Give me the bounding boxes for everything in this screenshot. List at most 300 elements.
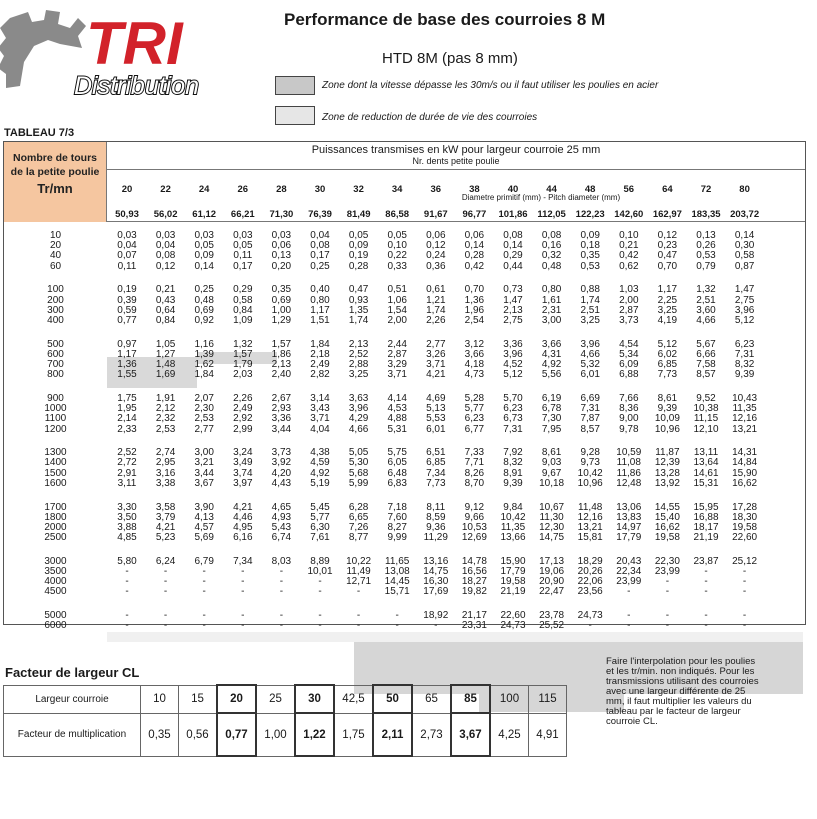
table-cell: - — [742, 610, 747, 622]
rpm-1200: 1200 — [44, 423, 67, 435]
table-cell: 3,38 — [155, 477, 176, 489]
table-cell: 7,34 — [233, 555, 253, 567]
table-cell: - — [318, 586, 322, 598]
table-cell: 0,20 — [271, 260, 292, 272]
table-cell: 13,64 — [693, 457, 719, 469]
table-cell: 1,39 — [194, 348, 214, 360]
table-cell: 6,01 — [580, 369, 600, 381]
table-cell: 4,73 — [464, 369, 485, 381]
table-cell: - — [742, 576, 747, 588]
table-cell: 15,81 — [577, 532, 603, 544]
table-cell: 4,19 — [657, 314, 678, 326]
table-cell: 0,32 — [541, 250, 562, 262]
table-cell: 0,11 — [117, 260, 137, 272]
table-cell: 17,79 — [500, 566, 526, 577]
table-cell: 10,67 — [539, 501, 565, 513]
table-cell: 4,59 — [310, 457, 330, 469]
table-cell: 7,26 — [348, 521, 369, 533]
legend-text-speed: Zone dont la vitesse dépasse les 30m/s ou il faut utiliser les poulies en acier — [322, 80, 659, 91]
table-cell: 22,30 — [654, 555, 680, 567]
table-cell: 0,47 — [657, 250, 678, 262]
table-cell: 3,96 — [503, 348, 523, 360]
table-cell: 5,34 — [619, 348, 639, 360]
table-cell: 0,48 — [194, 294, 214, 306]
table-cell: 6,74 — [271, 532, 292, 544]
table-cell: - — [395, 610, 399, 622]
table-cell: 14,84 — [732, 457, 758, 469]
table-cell: 24,73 — [577, 610, 603, 622]
table-cell: 9,52 — [696, 392, 716, 404]
teeth-caption: Nr. dents petite poulie — [412, 156, 500, 166]
table-cell: 1,54 — [387, 304, 407, 316]
table-cell: 1,84 — [310, 338, 330, 350]
table-cell: 14,75 — [539, 532, 565, 544]
table-cell: 0,92 — [194, 314, 214, 326]
table-cell: 6,79 — [194, 555, 214, 567]
table-cell: 0,06 — [464, 230, 485, 241]
table-cell: 0,61 — [426, 284, 446, 296]
table-cell: 1,74 — [426, 304, 446, 316]
rpm-5000: 5000 — [44, 610, 67, 622]
table-cell: 11,86 — [616, 467, 641, 479]
table-cell: 6,65 — [348, 511, 369, 523]
table-cell: 21,17 — [461, 610, 487, 622]
table-cell: 0,14 — [464, 240, 485, 252]
table-cell: 9,28 — [580, 447, 600, 459]
table-cell: 0,19 — [117, 284, 137, 296]
table-cell: 1,16 — [194, 338, 214, 350]
table-cell: 8,77 — [348, 532, 369, 544]
table-cell: 0,58 — [233, 294, 253, 306]
table-cell: 9,36 — [426, 521, 446, 533]
table-cell: 3,90 — [194, 501, 214, 513]
table-cell: 8,36 — [619, 403, 639, 415]
table-cell: 12,30 — [539, 521, 565, 533]
table-cell: 13,21 — [577, 521, 603, 533]
table-cell: 3,12 — [464, 338, 485, 350]
teeth-80: 80 — [739, 184, 750, 195]
table-cell: 0,12 — [155, 260, 176, 272]
table-cell: - — [704, 610, 708, 622]
table-cell: 5,12 — [657, 338, 678, 350]
table-cell: 4,21 — [155, 521, 176, 533]
table-cell: 23,56 — [577, 586, 603, 598]
table-cell: 6,16 — [233, 532, 253, 544]
table-cell: 22,60 — [500, 610, 526, 622]
table-cell: 10,42 — [577, 467, 603, 479]
cl-factor-100: 4,25 — [490, 713, 529, 756]
table-cell: - — [742, 620, 747, 632]
table-cell: 2,14 — [117, 413, 137, 425]
table-cell: 0,07 — [117, 250, 137, 262]
table-cell: - — [588, 620, 592, 632]
table-cell: 1,61 — [541, 294, 562, 306]
rpm-2500: 2500 — [44, 532, 67, 544]
table-cell: 11,49 — [346, 566, 371, 577]
diameter-38: 96,77 — [462, 209, 487, 220]
table-cell: 23,78 — [539, 610, 565, 622]
table-cell: 3,16 — [155, 467, 176, 479]
table-cell: - — [241, 620, 245, 632]
table-cell: 1,48 — [155, 359, 176, 370]
table-cell: 0,08 — [503, 230, 523, 241]
table-cell: 12,71 — [346, 576, 372, 588]
table-cell: 15,90 — [500, 555, 526, 567]
table-cell: 9,78 — [619, 423, 639, 435]
table-cell: - — [125, 586, 129, 598]
teeth-64: 64 — [662, 184, 673, 195]
table-cell: - — [279, 566, 284, 577]
table-cell: 1,91 — [155, 392, 176, 404]
table-cell: 4,52 — [503, 359, 523, 370]
table-cell: 10,09 — [654, 413, 680, 425]
table-cell: 2,00 — [619, 294, 639, 306]
diameter-28: 71,30 — [269, 209, 294, 220]
legend-text-life: Zone de reduction de durée de vie des courroies — [322, 112, 538, 123]
table-cell: - — [241, 576, 245, 588]
table-cell: 0,03 — [117, 230, 137, 241]
table-cell: 0,03 — [271, 230, 292, 241]
table-cell: 8,61 — [657, 392, 678, 404]
table-cell: 2,87 — [619, 304, 639, 316]
table-cell: 0,35 — [271, 284, 292, 296]
table-cell: 13,08 — [384, 566, 410, 577]
table-cell: 2,82 — [310, 369, 330, 381]
table-cell: 0,16 — [541, 240, 562, 252]
table-cell: 4,95 — [233, 521, 253, 533]
table-cell: 0,13 — [271, 250, 292, 262]
table-cell: 8,59 — [426, 511, 446, 523]
table-cell: 13,11 — [693, 447, 719, 459]
table-cell: 0,44 — [503, 260, 523, 272]
table-cell: 8,57 — [580, 423, 600, 435]
table-cell: - — [395, 620, 399, 632]
table-cell: 0,39 — [117, 294, 137, 306]
table-cell: 0,73 — [503, 284, 523, 296]
table-cell: 1,32 — [233, 338, 253, 350]
table-cell: 6,24 — [155, 555, 176, 567]
table-cell: 20,90 — [539, 576, 565, 588]
table-cell: 0,21 — [155, 284, 176, 296]
table-cell: 7,87 — [580, 413, 600, 425]
table-cell: - — [704, 566, 708, 577]
table-cell: 16,56 — [461, 566, 487, 577]
teeth-28: 28 — [276, 184, 287, 195]
table-cell: 1,06 — [387, 294, 407, 306]
table-cell: - — [202, 620, 206, 632]
table-cell: 3,44 — [194, 467, 214, 479]
cl-width-65: 65 — [412, 685, 451, 713]
table-cell: 22,60 — [732, 532, 758, 544]
cl-width-115: 115 — [529, 685, 567, 713]
table-cell: 0,08 — [541, 230, 562, 241]
table-cell: 0,59 — [117, 304, 137, 316]
cl-width-20: 20 — [217, 685, 256, 713]
table-cell: - — [241, 566, 245, 577]
table-cell: - — [125, 576, 129, 588]
table-cell: 2,74 — [155, 447, 176, 459]
rpm-header-line3: Tr/mn — [37, 181, 73, 196]
table-cell: 4,04 — [310, 423, 330, 435]
table-cell: 1,57 — [271, 338, 292, 350]
table-cell: 2,72 — [117, 457, 137, 469]
table-cell: 6,77 — [464, 423, 485, 435]
rpm-header — [4, 142, 107, 222]
table-cell: 4,43 — [271, 477, 292, 489]
brand-tri: TRI — [86, 10, 183, 77]
table-cell: 4,14 — [387, 392, 407, 404]
table-cell: 12,10 — [693, 423, 719, 435]
table-cell: 3,74 — [233, 467, 253, 479]
table-cell: 11,48 — [578, 501, 603, 513]
cl-title: Facteur de largeur CL — [5, 665, 140, 680]
table-cell: 3,36 — [503, 338, 523, 350]
table-cell: 7,73 — [426, 477, 446, 489]
table-cell: 4,57 — [194, 521, 214, 533]
table-cell: 0,25 — [194, 284, 214, 296]
table-cell: 2,25 — [657, 294, 678, 306]
rpm-40: 40 — [49, 250, 62, 262]
table-cell: 16,30 — [423, 576, 449, 588]
diameter-32: 81,49 — [346, 209, 371, 220]
table-cell: 0,05 — [387, 230, 407, 241]
table-cell: 1,62 — [194, 359, 214, 370]
table-cell: 1,05 — [155, 338, 176, 350]
rpm-1700: 1700 — [44, 501, 67, 513]
table-cell: - — [627, 586, 631, 598]
cl-width-50: 50 — [373, 685, 412, 713]
table-cell: 2,52 — [348, 348, 369, 360]
table-cell: 9,66 — [464, 511, 485, 523]
table-cell: 20,26 — [577, 566, 603, 577]
table-cell: - — [318, 576, 322, 588]
table-cell: 7,73 — [657, 369, 678, 381]
rpm-1800: 1800 — [44, 511, 67, 523]
table-cell: - — [202, 576, 206, 588]
rpm-60: 60 — [49, 260, 62, 272]
table-cell: 0,14 — [734, 230, 755, 241]
cl-factor-50: 2,11 — [373, 713, 412, 756]
table-cell: 6,09 — [619, 359, 639, 370]
table-cell: 3,14 — [310, 392, 330, 404]
table-cell: 0,05 — [194, 240, 214, 252]
table-cell: - — [163, 576, 168, 588]
rpm-20: 20 — [49, 240, 62, 252]
table-cell: 5,28 — [464, 392, 485, 404]
table-cell: 7,92 — [503, 447, 523, 459]
table-cell: 0,30 — [734, 240, 755, 252]
page-title: Performance de base des courroies 8 M — [284, 10, 606, 29]
table-cell: 18,30 — [732, 511, 758, 523]
table-cell: 2,95 — [155, 457, 176, 469]
table-cell: 2,77 — [426, 338, 446, 350]
table-cell: 0,47 — [348, 284, 369, 296]
table-cell: 3,71 — [387, 369, 407, 381]
table-cell: 16,88 — [693, 511, 719, 523]
table-cell: 5,77 — [464, 403, 485, 415]
table-cell: 1,47 — [503, 294, 523, 306]
diameter-24: 61,12 — [192, 209, 217, 220]
table-cell: 0,09 — [580, 230, 600, 241]
table-cell: 6,48 — [387, 467, 407, 479]
table-cell: 0,03 — [233, 230, 253, 241]
table-cell: 0,42 — [464, 260, 485, 272]
table-cell: 0,09 — [348, 240, 369, 252]
table-cell: 0,87 — [734, 260, 755, 272]
table-cell: 3,67 — [194, 477, 214, 489]
table-cell: 1,36 — [464, 294, 485, 306]
table-cell: - — [318, 620, 322, 632]
table-cell: 4,92 — [541, 359, 562, 370]
teeth-24: 24 — [198, 184, 210, 195]
table-cell: 3,36 — [271, 413, 292, 425]
table-cell: 19,58 — [500, 576, 526, 588]
table-cell: 14,97 — [616, 521, 642, 533]
table-cell: 5,53 — [426, 413, 446, 425]
table-cell: - — [704, 576, 708, 588]
table-cell: 1,03 — [619, 284, 639, 296]
table-cell: 0,64 — [155, 304, 176, 316]
table-cell: 0,97 — [117, 338, 137, 350]
table-cell: 11,29 — [423, 532, 448, 544]
table-cell: 0,77 — [117, 314, 137, 326]
table-cell: 21,19 — [500, 586, 526, 598]
table-cell: 2,40 — [271, 369, 292, 381]
table-cell: 3,25 — [580, 314, 600, 326]
table-cell: - — [665, 610, 670, 622]
table-cell: 1,95 — [117, 403, 137, 415]
table-cell: 11,30 — [539, 511, 564, 523]
table-cell: 9,39 — [503, 477, 523, 489]
table-cell: 9,73 — [580, 457, 600, 469]
table-cell: 4,13 — [194, 511, 214, 523]
table-cell: 5,70 — [503, 392, 523, 404]
cl-factor-15: 0,56 — [179, 713, 218, 756]
table-cell: 3,25 — [657, 304, 678, 316]
table-cell: 3,96 — [734, 304, 755, 316]
table-cell: - — [163, 586, 168, 598]
table-cell: 12,39 — [654, 457, 680, 469]
table-cell: 1,74 — [580, 294, 600, 306]
rpm-300: 300 — [47, 304, 64, 316]
diameter-36: 91,67 — [423, 209, 448, 220]
table-cell: 0,51 — [387, 284, 407, 296]
table-cell: - — [279, 576, 284, 588]
table-cell: 4,21 — [426, 369, 446, 381]
table-cell: 4,85 — [117, 532, 137, 544]
table-cell: 22,47 — [539, 586, 565, 598]
table-cell: 0,69 — [194, 304, 214, 316]
table-cell: 0,40 — [310, 284, 330, 296]
diameter-26: 66,21 — [230, 209, 255, 220]
table-cell: 23,87 — [693, 555, 719, 567]
table-cell: 2,91 — [117, 467, 137, 479]
table-cell: 25,52 — [539, 620, 565, 632]
tri-distribution-logo — [0, 8, 270, 98]
table-cell: 3,96 — [580, 338, 600, 350]
table-cell: 14,45 — [384, 576, 410, 588]
table-cell: 0,19 — [348, 250, 369, 262]
table-cell: 0,88 — [580, 284, 600, 296]
table-cell: 6,30 — [310, 521, 330, 533]
table-cell: 4,88 — [387, 413, 407, 425]
table-cell: 8,32 — [734, 359, 755, 370]
table-cell: 4,21 — [233, 501, 253, 513]
table-cell: 18,92 — [423, 610, 449, 622]
cl-width-30: 30 — [295, 685, 334, 713]
table-cell: 5,69 — [194, 532, 214, 544]
table-cell: 0,70 — [464, 284, 485, 296]
teeth-40: 40 — [507, 184, 519, 195]
table-cell: 18,29 — [577, 555, 603, 567]
table-cell: 2,88 — [348, 359, 369, 370]
table-cell: 0,84 — [155, 314, 176, 326]
table-cell: 11,35 — [500, 521, 526, 533]
table-cell: 2,00 — [387, 314, 407, 326]
diameter-72: 183,35 — [691, 209, 721, 220]
table-cell: 1,29 — [271, 314, 292, 326]
table-cell: 13,66 — [500, 532, 526, 544]
table-cell: 0,10 — [619, 230, 639, 241]
table-cell: 19,58 — [654, 532, 680, 544]
table-cell: 3,71 — [426, 359, 446, 370]
table-cell: 0,04 — [117, 240, 137, 252]
table-cell: 0,48 — [541, 260, 562, 272]
table-cell: 19,82 — [461, 586, 487, 598]
table-cell: 2,49 — [310, 359, 330, 370]
table-cell: 13,06 — [616, 501, 642, 513]
table-cell: 0,14 — [503, 240, 523, 252]
table-cell: 1,84 — [194, 369, 214, 381]
table-cell: 4,66 — [696, 314, 716, 326]
teeth-38: 38 — [469, 184, 480, 195]
table-cell: 15,71 — [384, 586, 410, 598]
table-cell: 0,08 — [155, 250, 176, 262]
table-cell: 13,16 — [423, 555, 449, 567]
table-cell: 25,12 — [732, 555, 758, 567]
table-cell: 14,55 — [654, 501, 680, 513]
table-cell: 6,69 — [580, 392, 600, 404]
table-cell: 2,51 — [580, 304, 600, 316]
table-cell: - — [279, 610, 284, 622]
table-cell: 0,14 — [194, 260, 214, 272]
table-cell: 4,65 — [271, 501, 292, 513]
table-cell: 0,12 — [426, 240, 446, 252]
cl-width-25: 25 — [256, 685, 295, 713]
table-cell: 3,66 — [464, 348, 485, 360]
table-cell: 0,21 — [619, 240, 639, 252]
table-cell: - — [125, 620, 129, 632]
cl-factor-65: 2,73 — [412, 713, 451, 756]
table-cell: 3,71 — [310, 413, 330, 425]
table-cell: 1,17 — [310, 304, 330, 316]
table-cell: 2,18 — [310, 348, 330, 360]
rpm-6000: 6000 — [44, 620, 67, 632]
table-cell: 0,06 — [271, 240, 292, 252]
table-cell: 7,71 — [464, 457, 485, 469]
table-cell: 1,96 — [464, 304, 485, 316]
table-cell: 0,28 — [348, 260, 369, 272]
table-cell: 5,67 — [696, 338, 716, 350]
table-cell: 19,58 — [732, 521, 758, 533]
rpm-500: 500 — [47, 338, 64, 350]
table-cell: 6,51 — [426, 447, 446, 459]
cl-factor-25: 1,00 — [256, 713, 295, 756]
cl-width-row — [4, 685, 567, 713]
table-cell: 23,31 — [461, 620, 487, 632]
table-cell: 2,99 — [233, 423, 253, 435]
table-cell: 21,19 — [693, 532, 719, 544]
